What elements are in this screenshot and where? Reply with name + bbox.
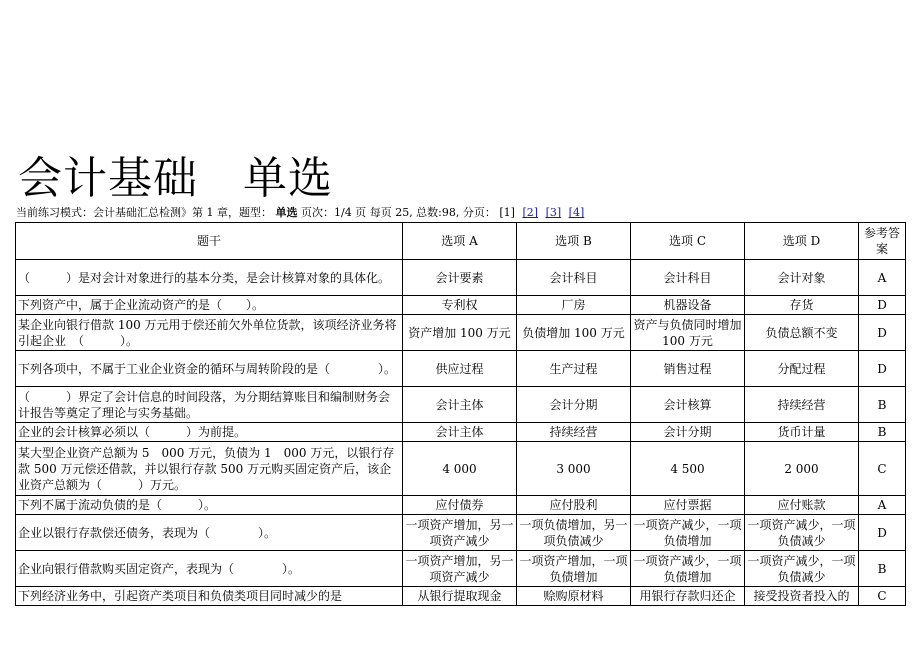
table-row: [16, 587, 906, 606]
question-stem: 某企业向银行借款 100 万元用于偿还前欠外单位货款，该项经济业务将引起企业 （ ）。: [16, 315, 403, 351]
option-d: 接受投资者投入的: [745, 587, 859, 606]
option-d: 货币计量: [745, 423, 859, 442]
option-d: 2 000: [745, 442, 859, 496]
page-link-4[interactable]: [4]: [568, 206, 585, 219]
chapter-suffix: 章，题型：: [217, 206, 272, 219]
page-link-2[interactable]: [2]: [522, 206, 539, 219]
option-a: 一项资产增加，另一项资产减少: [403, 515, 517, 551]
answer: D: [859, 515, 906, 551]
option-c: 4 500: [631, 442, 745, 496]
option-b: 会计分期: [517, 387, 631, 423]
answer: D: [859, 296, 906, 315]
answer: B: [859, 551, 906, 587]
option-b: 一项负债增加，另一项负债减少: [517, 515, 631, 551]
answer: A: [859, 496, 906, 515]
answer: D: [859, 351, 906, 387]
answer: B: [859, 423, 906, 442]
question-stem: 下列不属于流动负债的是（ ）。: [16, 496, 403, 515]
option-c: 资产与负债同时增加 100 万元: [631, 315, 745, 351]
mode-label: 当前练习模式：会计基础汇总检测》第: [16, 206, 203, 219]
option-b: 一项资产增加，一项负债增加: [517, 551, 631, 587]
option-d: 存货: [745, 296, 859, 315]
header-option-d: 选项 D: [745, 223, 859, 260]
option-c: 会计分期: [631, 423, 745, 442]
option-b: 应付股利: [517, 496, 631, 515]
option-a: 4 000: [403, 442, 517, 496]
option-d: 负债总额不变: [745, 315, 859, 351]
table-row: [16, 423, 906, 442]
answer: C: [859, 442, 906, 496]
header-option-a: 选项 A: [403, 223, 517, 260]
table-row: [16, 387, 906, 423]
option-c: 用银行存款归还企: [631, 587, 745, 606]
option-c: 应付票据: [631, 496, 745, 515]
option-a: 供应过程: [403, 351, 517, 387]
table-row: [16, 315, 906, 351]
option-a: 一项资产增加，另一项资产减少: [403, 551, 517, 587]
page-link-3[interactable]: [3]: [545, 206, 562, 219]
option-a: 应付债券: [403, 496, 517, 515]
table-row: [16, 296, 906, 315]
option-a: 会计主体: [403, 423, 517, 442]
answer: D: [859, 315, 906, 351]
option-a: 专利权: [403, 296, 517, 315]
table-row: [16, 351, 906, 387]
question-stem: 企业以银行存款偿还债务，表现为（ ）。: [16, 515, 403, 551]
question-type: 单选: [275, 206, 298, 219]
option-d: 一项资产减少，一项负债减少: [745, 551, 859, 587]
question-stem: 下列各项中，不属于工业企业资金的循环与周转阶段的是（ ）。: [16, 351, 403, 387]
table-row: [16, 442, 906, 496]
option-d: 会计对象: [745, 260, 859, 296]
option-b: 持续经营: [517, 423, 631, 442]
question-stem: 下列资产中，属于企业流动资产的是（ ）。: [16, 296, 403, 315]
option-c: 机器设备: [631, 296, 745, 315]
chapter-number: 1: [206, 206, 214, 219]
question-stem: 某大型企业资产总额为 5 000 万元，负债为 1 000 万元，以银行存款 500 万元偿还借款，并以银行存款 500 万元购买固定资产后，该企业资产总额为（ ）万元。: [16, 442, 403, 496]
table-row: [16, 496, 906, 515]
header-option-c: 选项 C: [631, 223, 745, 260]
option-a: 从银行提取现金: [403, 587, 517, 606]
option-d: 一项资产减少，一项负债减少: [745, 515, 859, 551]
option-c: 一项资产减少，一项负债增加: [631, 551, 745, 587]
option-b: 负债增加 100 万元: [517, 315, 631, 351]
option-b: 生产过程: [517, 351, 631, 387]
table-header-row: [16, 223, 906, 260]
option-b: 3 000: [517, 442, 631, 496]
question-stem: （ ）是对会计对象进行的基本分类，是会计核算对象的具体化。: [16, 260, 403, 296]
answer: B: [859, 387, 906, 423]
option-d: 持续经营: [745, 387, 859, 423]
page-title: 会计基础 单选: [18, 153, 333, 204]
option-a: 会计要素: [403, 260, 517, 296]
table-row: [16, 551, 906, 587]
question-stem: 企业向银行借款购买固定资产，表现为（ ）。: [16, 551, 403, 587]
table-row: [16, 515, 906, 551]
option-b: 厂房: [517, 296, 631, 315]
option-c: 一项资产减少，一项负债增加: [631, 515, 745, 551]
option-c: 销售过程: [631, 351, 745, 387]
question-stem: 企业的会计核算必须以（ ）为前提。: [16, 423, 403, 442]
question-stem: 下列经济业务中，引起资产类项目和负债类项目同时减少的是: [16, 587, 403, 606]
question-stem: （ ）界定了会计信息的时间段落，为分期结算账目和编制财务会计报告等奠定了理论与实务基础。: [16, 387, 403, 423]
option-a: 会计主体: [403, 387, 517, 423]
header-option-b: 选项 B: [517, 223, 631, 260]
option-a: 资产增加 100 万元: [403, 315, 517, 351]
option-b: 赊购原材料: [517, 587, 631, 606]
page-info: 页次：1/4 页 每页 25, 总数:98, 分页： [1]: [301, 206, 515, 219]
header-answer: 参考答案: [859, 223, 906, 260]
option-c: 会计核算: [631, 387, 745, 423]
answer: C: [859, 587, 906, 606]
option-c: 会计科目: [631, 260, 745, 296]
option-d: 应付账款: [745, 496, 859, 515]
option-d: 分配过程: [745, 351, 859, 387]
table-row: [16, 260, 906, 296]
practice-meta: [16, 204, 584, 220]
answer: A: [859, 260, 906, 296]
header-stem: 题干: [16, 223, 403, 260]
question-table: [15, 222, 906, 606]
option-b: 会计科目: [517, 260, 631, 296]
